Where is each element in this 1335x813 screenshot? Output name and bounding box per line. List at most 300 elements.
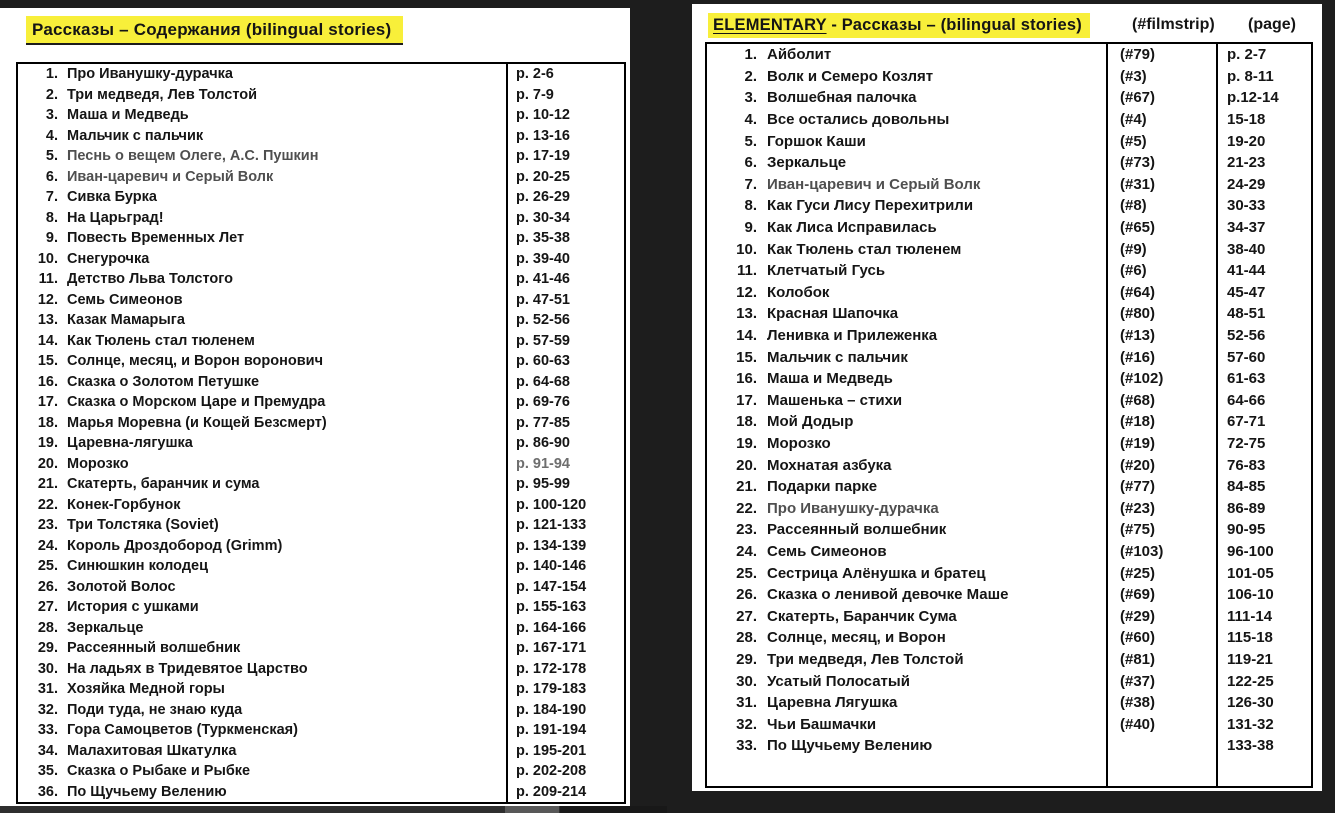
toc-row <box>707 87 1311 109</box>
page-range: p. 47-51 <box>506 290 624 311</box>
row-number: 9. <box>744 219 757 237</box>
page-range: 24-29 <box>1216 174 1311 196</box>
toc-row <box>707 325 1311 347</box>
story-title: Зеркальце <box>67 619 144 636</box>
title-rest: - Рассказы – (bilingual stories) <box>826 16 1082 34</box>
page-range: p. 195-201 <box>506 741 624 762</box>
row-number: 33. <box>736 737 757 755</box>
filmstrip-number: (#16) <box>1106 346 1216 368</box>
row-number: 19. <box>37 435 58 452</box>
filmstrip-number: (#81) <box>1106 649 1216 671</box>
toc-row <box>707 238 1311 260</box>
toc-row <box>18 741 624 762</box>
page-range: 48-51 <box>1216 303 1311 325</box>
page-range: 57-60 <box>1216 346 1311 368</box>
row-number: 14. <box>37 332 58 349</box>
story-title: Марья Моревна (и Кощей Безсмерт) <box>67 414 327 431</box>
page-range: p. 39-40 <box>506 249 624 270</box>
story-title: Как Тюлень стал тюленем <box>67 332 255 349</box>
page-range: 21-23 <box>1216 152 1311 174</box>
toc-row <box>18 208 624 229</box>
page-range: 115-18 <box>1216 627 1311 649</box>
toc-row <box>707 649 1311 671</box>
story-title: Три Толстяка (Soviet) <box>67 517 219 534</box>
toc-row <box>18 495 624 516</box>
toc-row <box>18 413 624 434</box>
page-range: 133-38 <box>1216 735 1311 757</box>
row-number: 32. <box>736 715 757 733</box>
toc-row <box>18 290 624 311</box>
toc-filler-row <box>707 757 1311 786</box>
story-title: Хозяйка Медной горы <box>67 681 225 698</box>
filmstrip-number: (#60) <box>1106 627 1216 649</box>
toc-row <box>18 228 624 249</box>
toc-row <box>18 679 624 700</box>
row-number: 30. <box>37 660 58 677</box>
row-number: 26. <box>736 586 757 604</box>
filmstrip-number: (#65) <box>1106 217 1216 239</box>
page-range: p. 155-163 <box>506 597 624 618</box>
story-title: История с ушками <box>67 599 199 616</box>
page-range: 90-95 <box>1216 519 1311 541</box>
story-title: Гора Самоцветов (Туркменская) <box>67 722 298 739</box>
toc-row <box>707 713 1311 735</box>
toc-row <box>707 303 1311 325</box>
page-range: p. 8-11 <box>1216 66 1311 88</box>
page-range: p. 2-6 <box>506 64 624 85</box>
page-range: 41-44 <box>1216 260 1311 282</box>
page-range: 106-10 <box>1216 584 1311 606</box>
toc-row <box>18 761 624 782</box>
page-range: p. 140-146 <box>506 556 624 577</box>
story-title: Сивка Бурка <box>67 189 157 206</box>
row-number: 25. <box>37 558 58 575</box>
toc-row <box>707 605 1311 627</box>
page-range: p. 64-68 <box>506 372 624 393</box>
row-number: 20. <box>37 455 58 472</box>
page-column-header: (page) <box>1248 16 1296 33</box>
toc-row <box>18 146 624 167</box>
toc-row <box>707 411 1311 433</box>
page-range: 86-89 <box>1216 497 1311 519</box>
row-number: 2. <box>744 67 757 85</box>
toc-row <box>18 556 624 577</box>
page-range: p. 26-29 <box>506 187 624 208</box>
row-number: 11. <box>736 262 757 280</box>
row-number: 35. <box>37 763 58 780</box>
row-number: 31. <box>37 681 58 698</box>
story-title: Горшок Каши <box>767 132 866 150</box>
page-range: p. 57-59 <box>506 331 624 352</box>
page-range: 19-20 <box>1216 130 1311 152</box>
toc-row <box>18 659 624 680</box>
story-title: Волшебная палочка <box>767 89 917 107</box>
row-number: 23. <box>37 517 58 534</box>
row-number: 22. <box>37 496 58 513</box>
page-range: p. 60-63 <box>506 351 624 372</box>
page-range: p. 2-7 <box>1216 44 1311 66</box>
page-range: p. 13-16 <box>506 126 624 147</box>
row-number: 8. <box>45 209 58 226</box>
row-number: 17. <box>736 391 757 409</box>
page-range: p. 134-139 <box>506 536 624 557</box>
row-number: 24. <box>37 537 58 554</box>
title-elementary: ELEMENTARY <box>713 16 827 34</box>
toc-row <box>18 126 624 147</box>
page-range: p. 191-194 <box>506 720 624 741</box>
row-number: 16. <box>37 373 58 390</box>
page-range: p. 172-178 <box>506 659 624 680</box>
toc-row <box>707 519 1311 541</box>
story-title: Сказка о Рыбаке и Рыбке <box>67 763 251 780</box>
page-range: 52-56 <box>1216 325 1311 347</box>
page-range: 119-21 <box>1216 649 1311 671</box>
row-number: 9. <box>45 230 58 247</box>
story-title: Иван-царевич и Серый Волк <box>67 168 274 185</box>
story-title: Айболит <box>767 46 832 64</box>
toc-row <box>18 351 624 372</box>
story-title: Про Иванушку-дурачка <box>67 66 233 83</box>
filmstrip-number: (#18) <box>1106 411 1216 433</box>
toc-row <box>18 700 624 721</box>
story-title: Сказка о Золотом Петушке <box>67 373 260 390</box>
story-title: Король Дроздобород (Grimm) <box>67 537 283 554</box>
row-number: 28. <box>736 629 757 647</box>
toc-row <box>18 392 624 413</box>
page-range: 96-100 <box>1216 541 1311 563</box>
page-range: 72-75 <box>1216 433 1311 455</box>
toc-row <box>18 249 624 270</box>
toc-row <box>18 269 624 290</box>
story-title: Сказка о ленивой девочке Маше <box>767 586 1009 604</box>
story-title: Клетчатый Гусь <box>767 262 886 280</box>
story-title: Три медведя, Лев Толстой <box>67 86 257 103</box>
story-title: Колобок <box>767 283 830 301</box>
right-toc-table <box>705 42 1313 788</box>
toc-row <box>707 497 1311 519</box>
page-range: 131-32 <box>1216 713 1311 735</box>
story-title: Иван-царевич и Серый Волк <box>767 175 981 193</box>
filmstrip-number: (#77) <box>1106 476 1216 498</box>
toc-row <box>18 597 624 618</box>
page-range <box>1216 757 1311 786</box>
story-title: Золотой Волос <box>67 578 176 595</box>
filmstrip-number: (#79) <box>1106 44 1216 66</box>
toc-row <box>18 372 624 393</box>
story-title: Малахитовая Шкатулка <box>67 742 237 759</box>
page-range: p. 167-171 <box>506 638 624 659</box>
page-range: 84-85 <box>1216 476 1311 498</box>
toc-row <box>707 692 1311 714</box>
story-title: Морозко <box>67 455 129 472</box>
page-range: p. 209-214 <box>506 782 624 803</box>
toc-row <box>707 174 1311 196</box>
page-range: p. 184-190 <box>506 700 624 721</box>
page-range: p. 121-133 <box>506 515 624 536</box>
left-toc-table <box>16 62 626 804</box>
story-title: Маша и Медведь <box>767 370 893 388</box>
story-title: Песнь о вещем Олеге, А.С. Пушкин <box>67 148 319 165</box>
row-number: 16. <box>736 370 757 388</box>
filmstrip-number: (#4) <box>1106 109 1216 131</box>
toc-row <box>707 109 1311 131</box>
story-title: Морозко <box>767 434 831 452</box>
story-title: На Царьград! <box>67 209 164 226</box>
toc-row <box>707 66 1311 88</box>
story-title: Как Гуси Лису Перехитрили <box>767 197 974 215</box>
row-number: 5. <box>45 148 58 165</box>
toc-row <box>707 282 1311 304</box>
row-number: 18. <box>736 413 757 431</box>
toc-row <box>707 584 1311 606</box>
page-range: 45-47 <box>1216 282 1311 304</box>
filmstrip-number <box>1106 757 1216 786</box>
toc-row <box>707 368 1311 390</box>
row-number: 8. <box>744 197 757 215</box>
page-range: p. 77-85 <box>506 413 624 434</box>
filmstrip-number: (#23) <box>1106 497 1216 519</box>
page-range: p. 30-34 <box>506 208 624 229</box>
page-range: p. 86-90 <box>506 433 624 454</box>
story-title: Царевна-лягушка <box>67 435 193 452</box>
row-number: 6. <box>744 154 757 172</box>
row-number: 19. <box>736 434 757 452</box>
filmstrip-number: (#73) <box>1106 152 1216 174</box>
row-number: 33. <box>37 722 58 739</box>
filmstrip-number: (#67) <box>1106 87 1216 109</box>
row-number: 1. <box>45 66 58 83</box>
left-page-title: Рассказы – Содержания (bilingual stories) <box>26 16 403 45</box>
row-number: 4. <box>744 111 757 129</box>
toc-row <box>707 152 1311 174</box>
filmstrip-number: (#37) <box>1106 670 1216 692</box>
page-range: p. 52-56 <box>506 310 624 331</box>
page-range: 64-66 <box>1216 390 1311 412</box>
story-title: По Щучьему Велению <box>767 737 933 755</box>
page-range: 126-30 <box>1216 692 1311 714</box>
page-range: p.12-14 <box>1216 87 1311 109</box>
toc-row <box>707 476 1311 498</box>
row-number: 27. <box>736 607 757 625</box>
filmstrip-number: (#8) <box>1106 195 1216 217</box>
row-number: 11. <box>38 271 58 288</box>
page-range: p. 95-99 <box>506 474 624 495</box>
row-number: 36. <box>37 783 58 800</box>
filmstrip-number: (#29) <box>1106 605 1216 627</box>
row-number: 12. <box>37 291 58 308</box>
right-document-page <box>692 4 1322 791</box>
row-number: 34. <box>37 742 58 759</box>
page-range: p. 100-120 <box>506 495 624 516</box>
story-title: Скатерть, баранчик и сума <box>67 476 260 493</box>
toc-row <box>18 782 624 803</box>
page-range: 15-18 <box>1216 109 1311 131</box>
filmstrip-number: (#40) <box>1106 713 1216 735</box>
story-title: Зеркальце <box>767 154 847 172</box>
row-number: 31. <box>736 694 757 712</box>
toc-row <box>707 670 1311 692</box>
page-range: 61-63 <box>1216 368 1311 390</box>
row-number: 30. <box>736 672 757 690</box>
filmstrip-number <box>1106 735 1216 757</box>
row-number: 22. <box>736 499 757 517</box>
story-title: Царевна Лягушка <box>767 694 898 712</box>
toc-row <box>707 562 1311 584</box>
row-number: 5. <box>744 132 757 150</box>
row-number: 26. <box>37 578 58 595</box>
page-range: p. 10-12 <box>506 105 624 126</box>
row-number: 25. <box>736 564 757 582</box>
filmstrip-number: (#68) <box>1106 390 1216 412</box>
page-range: p. 202-208 <box>506 761 624 782</box>
story-title: Чьи Башмачки <box>767 715 877 733</box>
row-number: 4. <box>45 127 58 144</box>
toc-row <box>18 536 624 557</box>
toc-row <box>707 627 1311 649</box>
page-range: p. 17-19 <box>506 146 624 167</box>
toc-row <box>18 454 624 475</box>
story-title: Повесть Временных Лет <box>67 230 245 247</box>
story-title: Ленивка и Прилеженка <box>767 327 938 345</box>
filmstrip-number: (#80) <box>1106 303 1216 325</box>
toc-row <box>18 331 624 352</box>
story-title: Солнце, месяц, и Ворон воронович <box>67 353 323 370</box>
toc-row <box>18 638 624 659</box>
page-range: p. 147-154 <box>506 577 624 598</box>
right-page-title <box>708 13 1090 38</box>
row-number: 23. <box>736 521 757 539</box>
story-title: Сестрица Алёнушка и братец <box>767 564 986 582</box>
story-title: Три медведя, Лев Толстой <box>767 650 964 668</box>
toc-row <box>18 64 624 85</box>
row-number: 13. <box>37 312 58 329</box>
row-number: 27. <box>37 599 58 616</box>
filmstrip-number: (#13) <box>1106 325 1216 347</box>
page-range: 30-33 <box>1216 195 1311 217</box>
filmstrip-number: (#103) <box>1106 541 1216 563</box>
page-range: p. 69-76 <box>506 392 624 413</box>
row-number: 29. <box>736 650 757 668</box>
page-range: p. 35-38 <box>506 228 624 249</box>
story-title: Волк и Семеро Козлят <box>767 67 934 85</box>
toc-row <box>18 85 624 106</box>
story-title: Красная Шапочка <box>767 305 899 323</box>
row-number: 1. <box>744 46 757 64</box>
page-range: 76-83 <box>1216 454 1311 476</box>
row-number: 2. <box>45 86 58 103</box>
story-title: Машенька – стихи <box>767 391 903 409</box>
row-number: 6. <box>45 168 58 185</box>
row-number: 21. <box>37 476 58 493</box>
story-title: Сказка о Морском Царе и Премудра <box>67 394 326 411</box>
page-range: 101-05 <box>1216 562 1311 584</box>
page-range: 67-71 <box>1216 411 1311 433</box>
story-title: Поди туда, не знаю куда <box>67 701 243 718</box>
toc-row <box>18 167 624 188</box>
story-title: Мальчик с пальчик <box>67 127 204 144</box>
row-number: 10. <box>736 240 757 258</box>
toc-row <box>18 515 624 536</box>
left-document-page <box>0 8 630 806</box>
toc-row <box>707 44 1311 66</box>
right-page-header <box>692 4 1322 42</box>
story-title: Все остались довольны <box>767 111 950 129</box>
page-range: p. 20-25 <box>506 167 624 188</box>
story-title: Как Тюлень стал тюленем <box>767 240 962 258</box>
row-number: 12. <box>736 283 757 301</box>
story-title: По Щучьему Велению <box>67 783 227 800</box>
toc-row <box>707 454 1311 476</box>
filmstrip-number: (#64) <box>1106 282 1216 304</box>
toc-row <box>707 217 1311 239</box>
story-title: Усатый Полосатый <box>767 672 910 690</box>
toc-row <box>707 735 1311 757</box>
page-range: 38-40 <box>1216 238 1311 260</box>
row-number: 15. <box>736 348 757 366</box>
scrollbar-track-shadow <box>560 806 667 813</box>
page-range: p. 179-183 <box>506 679 624 700</box>
page-range: p. 7-9 <box>506 85 624 106</box>
filmstrip-number: (#5) <box>1106 130 1216 152</box>
row-number: 24. <box>736 542 757 560</box>
filmstrip-column-header: (#filmstrip) <box>1132 16 1215 33</box>
filmstrip-number: (#38) <box>1106 692 1216 714</box>
story-title: Мальчик с пальчик <box>767 348 908 366</box>
story-title: Солнце, месяц, и Ворон <box>767 629 946 647</box>
toc-row <box>18 577 624 598</box>
row-number: 3. <box>744 89 757 107</box>
story-title: Мохнатая азбука <box>767 456 892 474</box>
filmstrip-number: (#6) <box>1106 260 1216 282</box>
toc-row <box>707 541 1311 563</box>
story-title: Казак Мамарыга <box>67 312 185 329</box>
story-title: Конек-Горбунок <box>67 496 181 513</box>
toc-row <box>18 310 624 331</box>
row-number: 7. <box>45 189 58 206</box>
story-title: Семь Симеонов <box>67 291 183 308</box>
toc-row <box>18 474 624 495</box>
story-title: Семь Симеонов <box>767 542 887 560</box>
story-title: Скатерть, Баранчик Сума <box>767 607 957 625</box>
row-number: 29. <box>37 640 58 657</box>
page-range: 34-37 <box>1216 217 1311 239</box>
filmstrip-number: (#75) <box>1106 519 1216 541</box>
story-title: Как Лиса Исправилась <box>767 219 937 237</box>
toc-row <box>707 390 1311 412</box>
story-title: На ладьях в Тридевятое Царство <box>67 660 308 677</box>
filmstrip-number: (#3) <box>1106 66 1216 88</box>
toc-row <box>18 187 624 208</box>
page-range: 111-14 <box>1216 605 1311 627</box>
horizontal-scrollbar-thumb[interactable] <box>505 806 559 813</box>
toc-row <box>18 618 624 639</box>
row-number: 10. <box>37 250 58 267</box>
row-number: 14. <box>736 327 757 345</box>
story-title: Детство Льва Толстого <box>67 271 233 288</box>
row-number: 7. <box>744 175 757 193</box>
row-number: 18. <box>37 414 58 431</box>
story-title: Мой Додыр <box>767 413 854 431</box>
story-title: Маша и Медведь <box>67 107 189 124</box>
row-number: 3. <box>45 107 58 124</box>
filmstrip-number: (#20) <box>1106 454 1216 476</box>
toc-row <box>707 130 1311 152</box>
filmstrip-number: (#19) <box>1106 433 1216 455</box>
row-number: 13. <box>736 305 757 323</box>
toc-row <box>707 260 1311 282</box>
page-range: p. 41-46 <box>506 269 624 290</box>
story-title: Снегурочка <box>67 250 150 267</box>
